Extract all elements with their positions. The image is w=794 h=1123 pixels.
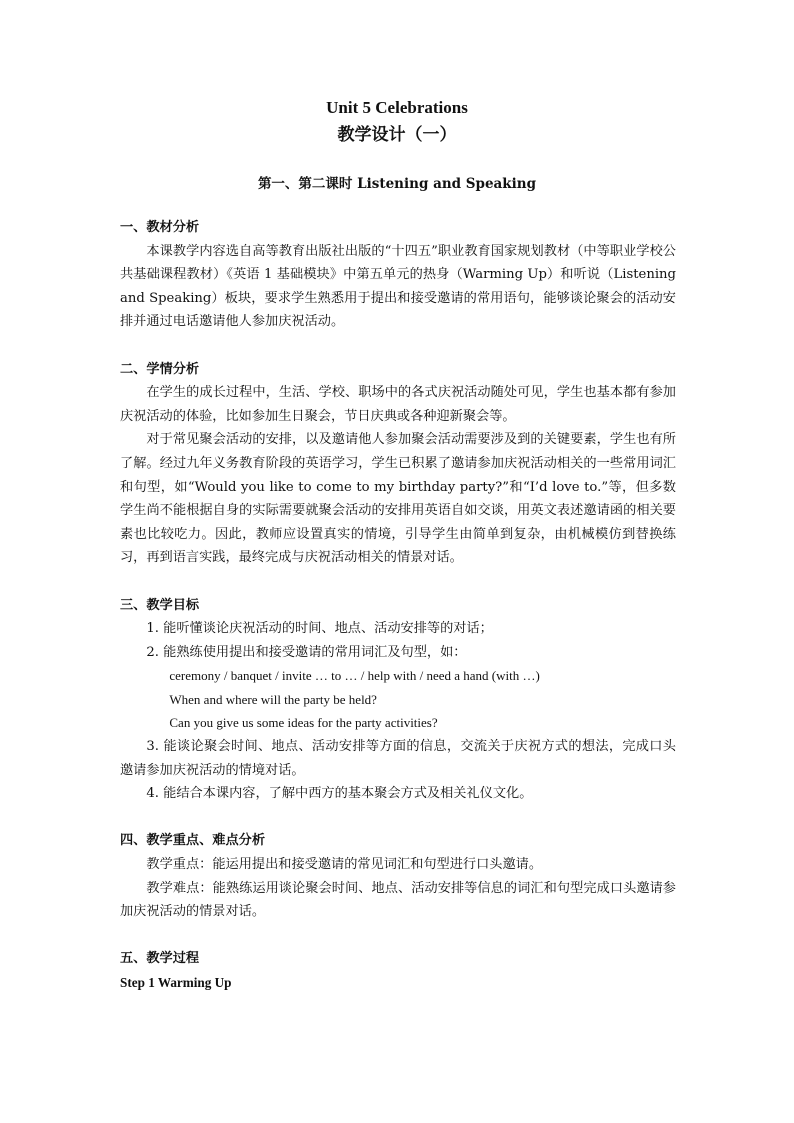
document-title-en: Unit 5 Celebrations [326,98,468,117]
document-title-cn: 教学设计（一） [337,125,457,145]
section-heading-key-points: 四、教学重点、难点分析 [120,833,266,849]
list-item: 4. 能结合本课内容，了解中西方的基本聚会方式及相关礼仪文化。 [146,786,533,802]
section-heading-process: 五、教学过程 [120,951,200,967]
step-heading: Step 1 Warming Up [120,975,232,990]
sentence-example: Can you give us some ideas for the party activities? [169,715,438,731]
paragraph: 在学生的成长过程中，生活、学校、职场中的各式庆祝活动随处可见，学生也基本都有参加庆祝活动的体验，比如参加生日聚会，节日庆典或各种迎新聚会等。 [120,385,676,424]
sentence-example: When and where will the party be held? [169,691,377,707]
paragraph: 教学难点：能熟练运用谈论聚会时间、地点、活动安排等信息的词汇和句型完成口头邀请参加庆祝活动的情景对话。 [120,880,676,920]
paragraph: 本课教学内容选自高等教育出版社出版的“十四五”职业教育国家规划教材（中等职业学校公共基础课程教材）《英语 1 基础模块》中第五单元的热身（Warming Up）和听说（Listening and Speaking）板块，要求学生熟悉用于提出和接受邀请的常用语句，能够谈论聚会的活动安排并通过电话邀请他人参加庆祝活动。 [120,243,676,330]
section-heading-students: 二、学情分析 [120,361,200,377]
list-item: 2. 能熟练使用提出和接受邀请的常用词汇及句型，如： [146,644,467,660]
vocabulary-line: ceremony / banquet / invite … to … / help with / need a hand (with …) [169,668,540,684]
paragraph: 教学重点：能运用提出和接受邀请的常见词汇和句型进行口头邀请。 [146,857,543,873]
paragraph: 对于常见聚会活动的安排，以及邀请他人参加聚会活动需要涉及到的关键要素，学生也有所了解。经过九年义务教育阶段的英语学习，学生已积累了邀请参加庆祝活动相关的一些常用词汇和句型，如“Would you like to come to my birthday party?”和“I’d love to.”等，但多数学生尚不能根据自身的实际需要就聚会活动的安排用英语自如交谈，用英文表述邀请函的相关要素也比较吃力。因此，教师应设置真实的情境，引导学生由简单到复杂，由机械模仿到替换练习，再到语言实践，最终完成与庆祝活动相关的情景对话。 [120,432,676,566]
list-item: 3. 能谈论聚会时间、地点、活动安排等方面的信息，交流关于庆祝方式的想法，完成口头邀请参加庆祝活动的情境对话。 [120,739,676,778]
lesson-subtitle: 第一、第二课时 Listening and Speaking [257,176,537,192]
list-item: 1. 能听懂谈论庆祝活动的时间、地点、活动安排等的对话； [146,621,493,637]
section-heading-objectives: 三、教学目标 [120,597,200,613]
section-heading-materials: 一、教材分析 [120,220,200,235]
document-body [120,216,676,995]
